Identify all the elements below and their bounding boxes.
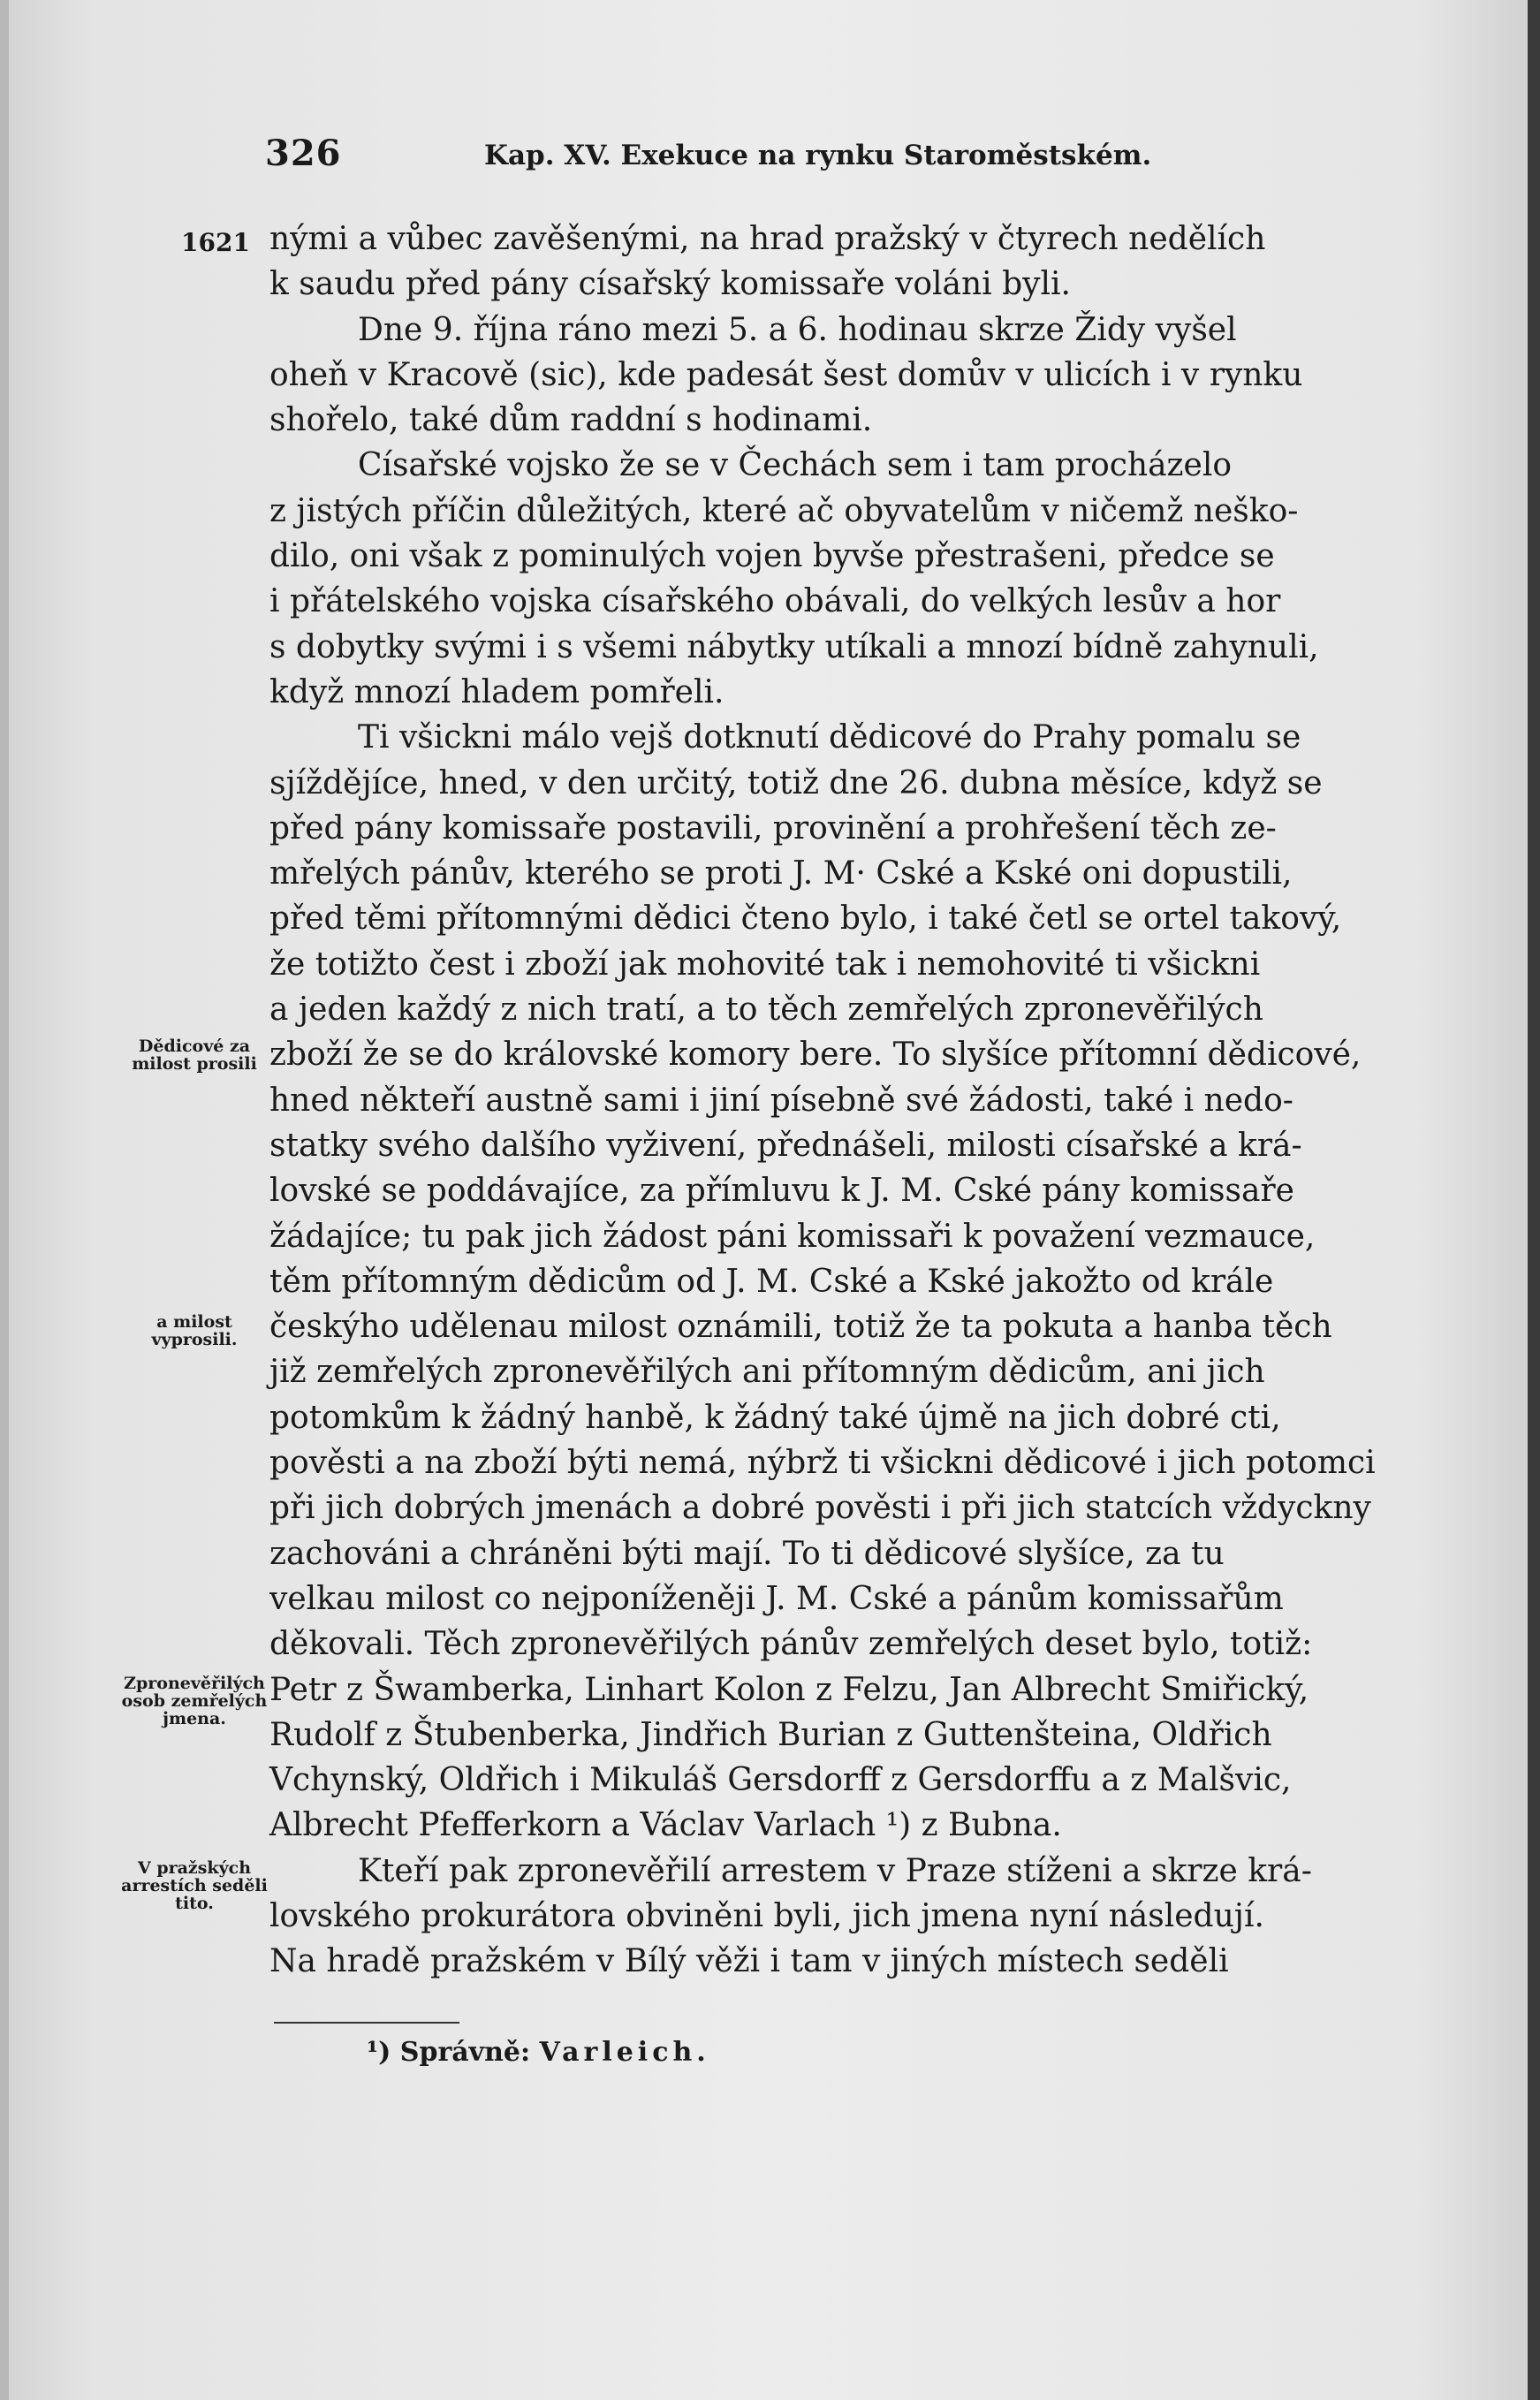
text-line: již zemřelých zpronevěřilých ani přítomným dědicům, ani jich (269, 1354, 1265, 1391)
text-line: českýho udělenau milost oznámili, totiž že ta pokuta a hanba těch (269, 1309, 1332, 1346)
text-line: i přátelského vojska císařského obávali, do velkých lesův a hor (269, 583, 1281, 620)
text-line: žádajíce; tu pak jich žádost páni komissaři k považení vezmauce, (269, 1218, 1316, 1255)
margin-note-mercy-obtained: a milost vyprosili. (151, 1312, 238, 1349)
text-line: k saudu před pány císařský komissaře voláni byli. (269, 266, 1071, 303)
footnote-marker: ¹) (367, 2037, 391, 2068)
margin-note-names-of-deceased: Zpronevěřilých osob zemřelých jmena. (121, 1674, 268, 1728)
text-line: Ti všickni málo vejš dotknutí dědicové do Prahy pomalu se (358, 719, 1301, 756)
text-line: lovské se poddávajíce, za přímluvu k J. M. Cské pány komissaře (269, 1173, 1294, 1210)
text-line: před pány komissaře postavili, provinění a prohřešení těch ze- (269, 809, 1277, 847)
text-line: před těmi přítomnými dědici čteno bylo, i také četl se ortel takový, (269, 900, 1342, 938)
footnote-text: Varleich. (539, 2037, 710, 2068)
text-line: dilo, oni však z pominulých vojen byvše přestrašeni, předce se (269, 538, 1275, 575)
text-line: těm přítomným dědicům od J. M. Cské a Kské jakožto od krále (269, 1263, 1274, 1300)
page-left-edge (0, 0, 9, 2400)
text-line: hned někteří austně sami i jiní písebně své žádosti, také i nedo- (269, 1082, 1293, 1119)
text-line: Kteří pak zpronevěřilí arrestem v Praze stíženi a skrze krá- (358, 1852, 1312, 1889)
text-line: Císařské vojsko že se v Čechách sem i tam procházelo (358, 447, 1233, 484)
text-line: s dobytky svými i s všemi nábytky utíkali a mnozí bídně zahynuli, (269, 628, 1319, 665)
text-line: Vchynský, Oldřich i Mikuláš Gersdorff z Gersdorffu a z Malšvic, (269, 1762, 1292, 1799)
text-line: že totižto čest i zboží jak mohovité tak i nemohovité ti všickni (269, 946, 1261, 983)
text-line: shořelo, také dům raddní s hodinami. (269, 402, 873, 439)
text-line: zboží že se do královské komory bere. To slyšíce přítomní dědicové, (269, 1037, 1362, 1074)
text-line: velkau milost co nejponíženěji J. M. Cské a pánům komissařům (269, 1580, 1284, 1617)
page-number: 326 (265, 133, 342, 174)
text-line: lovského prokurátora obviněni byli, jich jmena nyní následují. (269, 1897, 1264, 1934)
text-line: pověsti a na zboží býti nemá, nýbrž ti všickni dědicové i jich potomci (269, 1445, 1376, 1482)
text-line: z jistých příčin důležitých, které ač obyvatelům v ničemž neško- (269, 492, 1299, 529)
text-line: děkovali. Těch zpronevěřilých pánův zemřelých deset bylo, totiž: (269, 1626, 1313, 1663)
text-line: statky svého dalšího vyživení, přednášeli, milosti císařské a krá- (269, 1127, 1302, 1164)
text-line: potomkům k žádný hanbě, k žádný také újmě na jich dobré cti, (269, 1399, 1281, 1436)
page-header (265, 133, 1369, 186)
text-line: Rudolf z Štubenberka, Jindřich Burian z Guttenšteina, Oldřich (269, 1716, 1272, 1753)
text-line: Albrecht Pfefferkorn a Václav Varlach ¹) z Bubna. (269, 1807, 1062, 1844)
text-line: oheň v Kracově (sic), kde padesát šest domův v ulicích i v rynku (269, 356, 1303, 393)
running-head: Kap. XV. Exekuce na rynku Staroměstském. (484, 140, 1152, 171)
footnote-label: Správně: (399, 2037, 531, 2068)
body-text (269, 216, 1376, 1985)
text-line: mřelých pánův, kterého se proti J. M· Cské a Kské oni dopustili, (269, 855, 1293, 892)
footnote (367, 2037, 710, 2068)
margin-note-heirs-pleaded: Dědicové za milost prosili (132, 1037, 257, 1074)
text-line: při jich dobrých jmenách a dobré pověsti i při jich statcích vždyckny (269, 1490, 1371, 1527)
text-line: Dne 9. října ráno mezi 5. a 6. hodinau skrze Židy vyšel (358, 311, 1237, 348)
text-line: nými a vůbec zavěšenými, na hrad pražský v čtyrech nedělích (269, 221, 1266, 257)
margin-year: 1621 (181, 228, 250, 257)
page-right-edge (1528, 0, 1540, 2400)
text-line: když mnozí hladem pomřeli. (269, 673, 724, 710)
footnote-rule (274, 2022, 459, 2024)
margin-note-prague-arrests: V pražských arrestích seděli tito. (121, 1858, 268, 1913)
text-line: a jeden každý z nich tratí, a to těch zemřelých zpronevěřilých (269, 991, 1263, 1029)
text-line: sjíždějíce, hned, v den určitý, totiž dne 26. dubna měsíce, když se (269, 764, 1323, 801)
text-line: Petr z Šwamberka, Linhart Kolon z Felzu, Jan Albrecht Smiřický, (269, 1671, 1309, 1708)
text-line: zachováni a chráněni býti mají. To ti dědicové slyšíce, za tu (269, 1535, 1225, 1572)
text-line: Na hradě pražském v Bílý věži i tam v jiných místech seděli (269, 1943, 1229, 1980)
